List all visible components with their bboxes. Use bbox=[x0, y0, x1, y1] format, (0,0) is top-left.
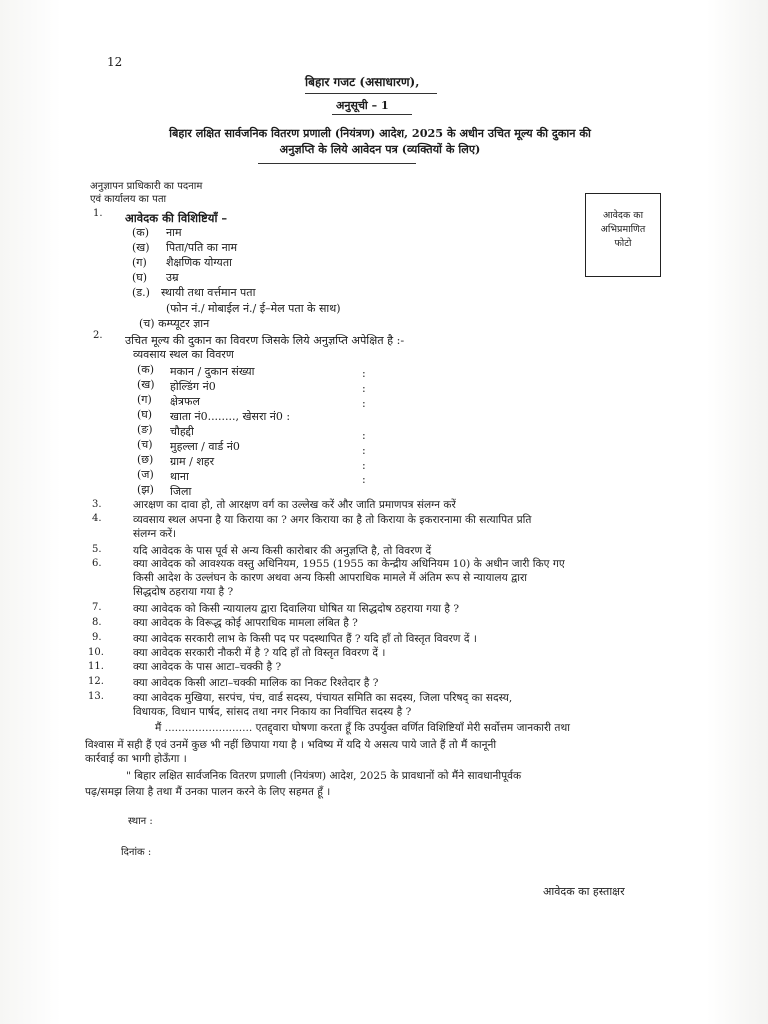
question-text: क्या आवेदक के पास आटा–चक्की है ? bbox=[133, 661, 282, 673]
gazette-underline bbox=[305, 93, 437, 94]
section2-item-marker: (क) bbox=[137, 363, 155, 376]
section1-computer-knowledge: (च) कम्प्यूटर ज्ञान bbox=[139, 317, 210, 330]
schedule-underline bbox=[332, 114, 412, 115]
declaration-line: मैं .......................... एतद्द्वारा घोषणा करता हूँ कि उपर्युक्त वर्णित विशिष्टियाँ मेरी सर्वोत्तम जानकारी तथा bbox=[155, 722, 570, 734]
question-text: विधायक, विधान पार्षद, सांसद तथा नगर निकाय का निर्वाचित सदस्य है ? bbox=[133, 706, 412, 718]
question-number: 13. bbox=[88, 691, 104, 702]
section1-item-name: नाम bbox=[166, 226, 182, 239]
section2-item-marker: (घ) bbox=[137, 408, 153, 421]
photo-label-line2: अभिप्रमाणित bbox=[600, 224, 646, 235]
section2-item-shop-number: मकान / दुकान संख्या bbox=[170, 365, 255, 378]
page-number: 12 bbox=[107, 55, 123, 69]
question-text: क्या आवेदक सरकारी नौकरी में है ? यदि हाँ तो विस्तृत विवरण दें । bbox=[133, 647, 386, 659]
question-number: 3. bbox=[92, 499, 102, 510]
section2-number: 2. bbox=[93, 330, 103, 341]
question-text: क्या आवेदक को किसी न्यायालय द्वारा दिवालिया घोषित या सिद्धदोष ठहराया गया है ? bbox=[133, 603, 459, 615]
section1-number: 1. bbox=[93, 208, 103, 219]
question-text: सिद्धदोष ठहराया गया है ? bbox=[133, 586, 234, 598]
section2-item-boundary: चौहद्दी bbox=[170, 425, 194, 438]
applicant-signature: आवेदक का हस्ताक्षर bbox=[543, 885, 625, 898]
gazette-name: बिहार गजट (असाधारण), bbox=[305, 75, 420, 89]
section1-item-father: पिता/पति का नाम bbox=[166, 241, 238, 254]
question-number: 12. bbox=[88, 676, 104, 687]
section2-item-khata: खाता नं0........, खेसरा नं0 : bbox=[170, 410, 291, 423]
section2-item-marker: (छ) bbox=[137, 453, 154, 466]
acknowledgement-line: पढ़/समझ लिया है तथा मैं उनका पालन करने के लिए सहमत हूँ । bbox=[85, 786, 331, 798]
section2-item-marker: (ख) bbox=[137, 378, 155, 391]
section2-subheading: व्यवसाय स्थल का विवरण bbox=[133, 348, 234, 361]
section2-item-marker: (च) bbox=[137, 438, 153, 451]
section1-item-education: शैक्षणिक योग्यता bbox=[166, 256, 232, 269]
question-text: आरक्षण का दावा हो, तो आरक्षण वर्ग का उल्लेख करें और जाति प्रमाणपत्र संलग्न करें bbox=[133, 499, 456, 511]
title-underline bbox=[258, 163, 416, 164]
place-field: स्थान : bbox=[128, 816, 153, 827]
section2-item-police-station: थाना bbox=[170, 470, 189, 483]
photo-label-line3: फोटो bbox=[614, 238, 632, 249]
section2-colon: : bbox=[362, 473, 366, 486]
section2-item-marker: (ज) bbox=[137, 468, 154, 481]
section2-colon: : bbox=[362, 367, 366, 380]
question-number: 9. bbox=[92, 632, 102, 643]
section2-heading: उचित मूल्य की दुकान का विवरण जिसके लिये अनुज्ञप्ति अपेक्षित है :- bbox=[125, 334, 405, 347]
question-number: 5. bbox=[92, 544, 102, 555]
section1-address-note: (फोन नं./ मोबाईल नं./ ई–मेल पता के साथ) bbox=[166, 302, 341, 315]
question-text: क्या आवेदक मुखिया, सरपंच, पंच, वार्ड सदस्य, पंचायत समिति का सदस्य, जिला परिषद् का सदस्य, bbox=[133, 692, 513, 704]
section2-item-ward: मुहल्ला / वार्ड नं0 bbox=[170, 440, 240, 453]
section2-colon: : bbox=[362, 444, 366, 457]
question-text: संलग्न करें। bbox=[133, 528, 177, 540]
section2-colon: : bbox=[362, 382, 366, 395]
question-number: 6. bbox=[92, 558, 102, 569]
section1-item-marker: (ड.) bbox=[132, 286, 150, 299]
question-text: यदि आवेदक के पास पूर्व से अन्य किसी कारोबार की अनुज्ञप्ति है, तो विवरण दें bbox=[133, 545, 432, 557]
question-number: 7. bbox=[92, 602, 102, 613]
applicant-photo-box bbox=[585, 193, 661, 277]
section1-heading: आवेदक की विशिष्टियाँ – bbox=[125, 211, 228, 225]
question-number: 11. bbox=[88, 661, 104, 672]
section2-colon: : bbox=[362, 397, 366, 410]
question-text: क्या आवेदक सरकारी लाभ के किसी पद पर पदस्थापित हैं ? यदि हाँ तो विस्तृत विवरण दें । bbox=[133, 633, 477, 645]
question-number: 4. bbox=[92, 513, 102, 524]
section1-item-marker: (क) bbox=[132, 226, 150, 239]
section2-colon: : bbox=[362, 429, 366, 442]
section1-item-marker: (ग) bbox=[132, 256, 147, 269]
question-text: क्या आवेदक किसी आटा–चक्की मालिक का निकट रिश्तेदार है ? bbox=[133, 677, 379, 689]
declaration-line: कार्रवाई का भागी होऊँगा । bbox=[85, 753, 187, 765]
date-field: दिनांक : bbox=[121, 847, 152, 858]
form-title-line1: बिहार लक्षित सार्वजनिक वितरण प्रणाली (नियंत्रण) आदेश, 2025 के अधीन उचित मूल्य की दुकान की bbox=[169, 126, 591, 140]
section1-item-age: उम्र bbox=[166, 271, 179, 284]
section2-item-district: जिला bbox=[170, 485, 192, 498]
section2-item-marker: (ङ) bbox=[137, 423, 153, 436]
section2-item-marker: (ग) bbox=[137, 393, 152, 406]
section1-item-marker: (ख) bbox=[132, 241, 150, 254]
question-text: क्या आवेदक को आवश्यक वस्तु अधिनियम, 1955 (1955 का केन्द्रीय अधिनियम 10) के अधीन जारी किए गए bbox=[133, 558, 565, 570]
question-number: 10. bbox=[88, 647, 104, 658]
question-text: व्यवसाय स्थल अपना है या किराया का ? अगर किराया का है तो किराया के इकरारनामा की सत्यापित प्रति bbox=[133, 514, 532, 526]
authority-address: एवं कार्यालय का पता bbox=[90, 194, 167, 205]
section2-item-holding: होल्डिंग नं0 bbox=[170, 380, 216, 393]
declaration-line: विश्वास में सही हैं एवं उनमें कुछ भी नहीं छिपाया गया है । भविष्य में यदि ये असत्य पाये जाते हैं तो मैं कानूनी bbox=[85, 739, 497, 751]
form-title-line2: अनुज्ञप्ति के लिये आवेदन पत्र (व्यक्तियों के लिए) bbox=[279, 142, 481, 156]
question-number: 8. bbox=[92, 617, 102, 628]
authority-designation: अनुज्ञापन प्राधिकारी का पदनाम bbox=[90, 181, 203, 192]
schedule-label: अनुसूची – 1 bbox=[336, 99, 389, 112]
section1-item-marker: (घ) bbox=[132, 271, 148, 284]
section1-item-address: स्थायी तथा वर्त्तमान पता bbox=[161, 286, 256, 299]
question-text: किसी आदेश के उल्लंघन के कारण अथवा अन्य किसी आपराधिक मामले में अंतिम रूप से न्यायालय द्वारा bbox=[133, 572, 528, 584]
section2-colon: : bbox=[362, 459, 366, 472]
section2-item-marker: (झ) bbox=[137, 483, 154, 496]
question-text: क्या आवेदक के विरूद्ध कोई आपराधिक मामला लंबित है ? bbox=[133, 617, 358, 629]
photo-label-line1: आवेदक का bbox=[602, 210, 644, 221]
acknowledgement-line: " बिहार लक्षित सार्वजनिक वितरण प्रणाली (नियंत्रण) आदेश, 2025 के प्रावधानों को मैंने सावधानीपूर्वक bbox=[126, 770, 522, 782]
section2-item-area: क्षेत्रफल bbox=[170, 395, 200, 408]
section2-item-village: ग्राम / शहर bbox=[170, 455, 215, 468]
